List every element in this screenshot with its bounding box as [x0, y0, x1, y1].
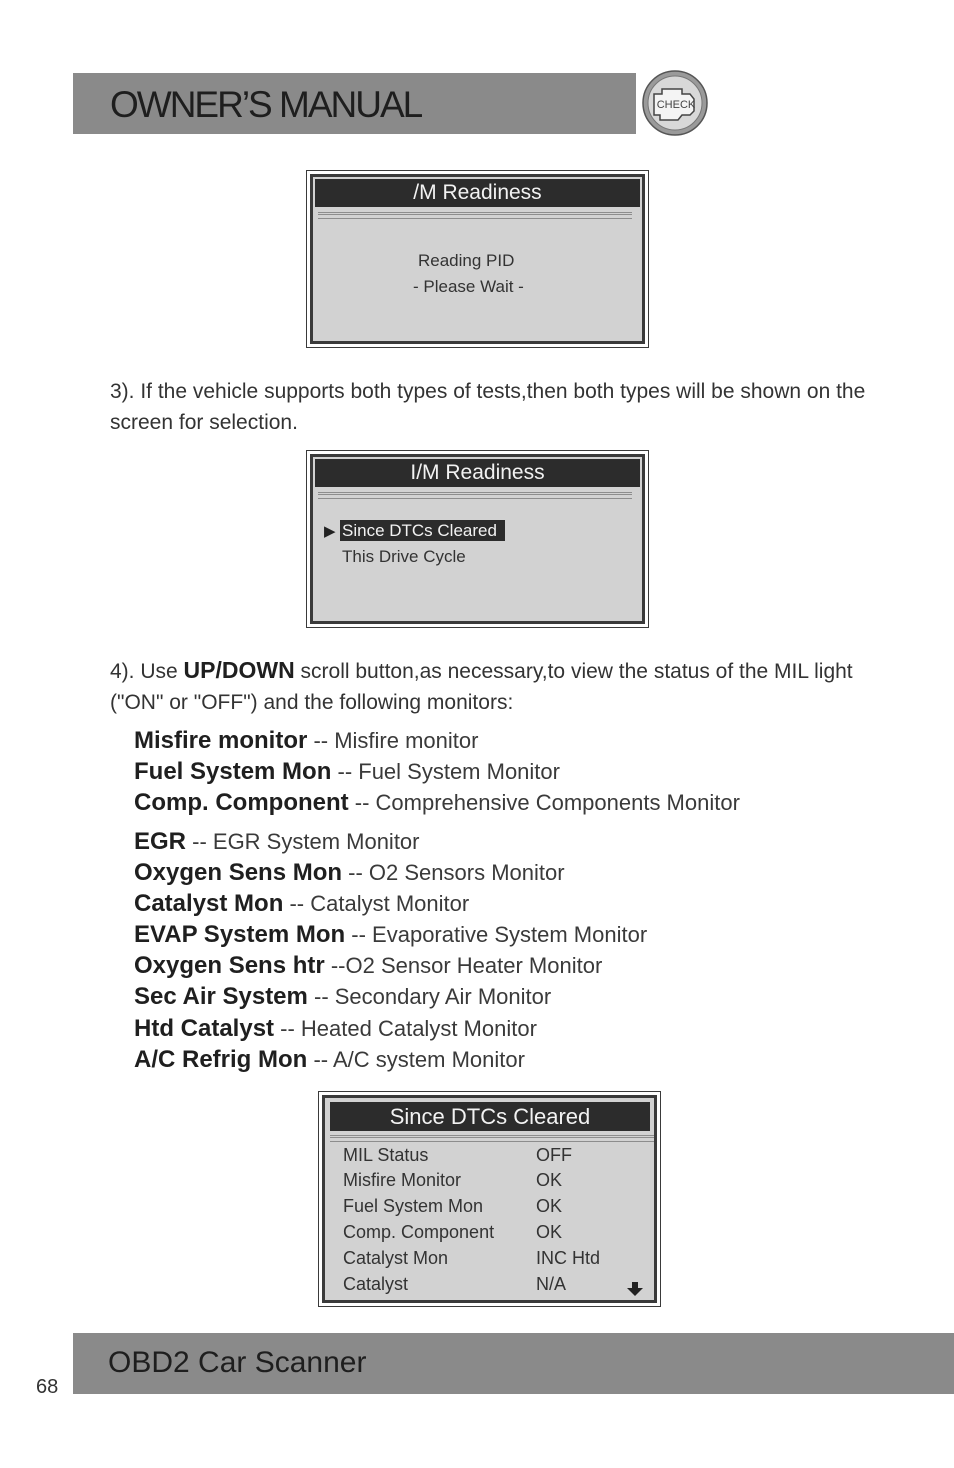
selection-arrow-icon: ▶: [324, 523, 336, 540]
page-title: OWNER’S MANUAL: [110, 84, 422, 125]
monitor-item: Htd Catalyst -- Heated Catalyst Monitor: [134, 1015, 537, 1042]
lcd-title: /M Readiness: [315, 179, 640, 207]
lcd-separator: [330, 1135, 654, 1142]
monitor-item: Oxygen Sens htr --O2 Sensor Heater Monitor: [134, 952, 603, 979]
monitor-item: Sec Air System -- Secondary Air Monitor: [134, 983, 552, 1010]
table-row-value: INC Htd: [536, 1248, 601, 1268]
table-row-value: OK: [536, 1196, 563, 1216]
menu-option-this-drive-cycle[interactable]: This Drive Cycle: [342, 547, 466, 566]
svg-text:CHECK: CHECK: [656, 99, 696, 111]
table-row-value: OK: [536, 1170, 563, 1190]
lcd-separator: [318, 492, 632, 499]
step-3-text: 3). If the vehicle supports both types of tests,then both types will be shown on the screen for selection.: [110, 380, 866, 434]
table-row-label: Fuel System Mon: [343, 1196, 484, 1216]
table-row-label: MIL Status: [343, 1145, 429, 1165]
table-row-label: Misfire Monitor: [343, 1170, 462, 1190]
monitor-item: Misfire monitor -- Misfire monitor: [134, 727, 479, 754]
step-4-text: 4). Use UP/DOWN scroll button,as necessary,to view the status of the MIL light ("ON" or "OFF") and the following monitors:: [110, 657, 853, 714]
table-row-value: OK: [536, 1222, 563, 1242]
monitor-item: Oxygen Sens Mon -- O2 Sensors Monitor: [134, 859, 565, 886]
scroll-down-arrow-icon: [627, 1282, 643, 1296]
monitor-item: EVAP System Mon -- Evaporative System Monitor: [134, 921, 648, 948]
table-row-label: Comp. Component: [343, 1222, 495, 1242]
footer-title: OBD2 Car Scanner: [108, 1346, 367, 1379]
lcd-screen-since-dtcs-cleared: [318, 1091, 661, 1307]
table-row-label: Catalyst Mon: [343, 1248, 449, 1268]
lcd-line: - Please Wait -: [413, 277, 524, 296]
up-down-label: UP/DOWN: [183, 657, 295, 683]
monitor-item: A/C Refrig Mon -- A/C system Monitor: [134, 1046, 525, 1073]
monitor-item: Catalyst Mon -- Catalyst Monitor: [134, 890, 470, 917]
lcd-separator: [318, 212, 632, 219]
lcd-title: I/M Readiness: [315, 459, 640, 487]
lcd-title: Since DTCs Cleared: [330, 1102, 650, 1131]
lcd-screen-im-readiness: [306, 450, 649, 628]
table-row-label: Catalyst: [343, 1274, 409, 1294]
lcd-line: Reading PID: [418, 251, 515, 270]
monitor-item: Fuel System Mon -- Fuel System Monitor: [134, 758, 560, 785]
table-row-value: N/A: [536, 1274, 567, 1294]
page-number: 68: [36, 1376, 59, 1398]
check-engine-icon: [640, 70, 710, 136]
table-row-value: OFF: [536, 1145, 572, 1165]
monitor-item: Comp. Component -- Comprehensive Components Monitor: [134, 789, 740, 816]
monitor-item: EGR -- EGR System Monitor: [134, 828, 420, 855]
menu-option-since-dtcs-cleared[interactable]: Since DTCs Cleared: [340, 520, 505, 541]
lcd-screen-reading-pid: [306, 170, 649, 348]
